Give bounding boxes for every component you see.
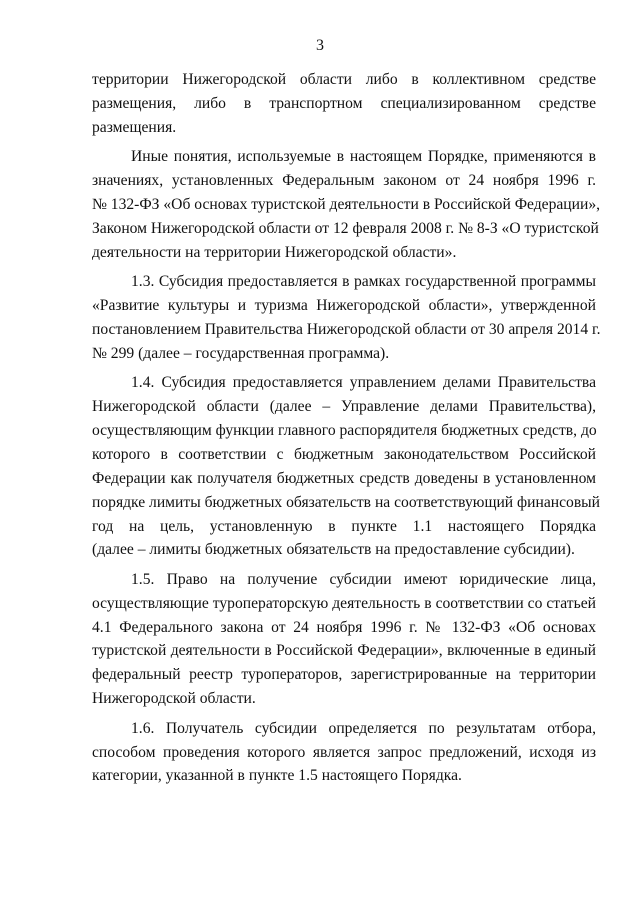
text-line: 1.5. Право на получение субсидии имеют юридические лица, bbox=[131, 570, 596, 588]
text-line: (далее – лимиты бюджетных обязательств на предоставление субсидии). bbox=[92, 541, 575, 559]
text-line: категории, указанной в пункте 1.5 настоящего Порядка. bbox=[92, 767, 462, 785]
text-line: Законом Нижегородской области от 12 февраля 2008 г. № 8-З «О туристской bbox=[92, 219, 599, 237]
text-line: значениях, установленных Федеральным законом от 24 ноября 1996 г. bbox=[92, 172, 596, 190]
text-line: территории Нижегородской области либо в коллективном средстве bbox=[92, 71, 596, 88]
text-line: № 299 (далее – государственная программа). bbox=[92, 344, 390, 362]
text-line: размещения. bbox=[92, 118, 177, 136]
text-line: туристской деятельности в Российской Федерации», включенные в единый bbox=[92, 642, 596, 660]
paragraph bbox=[92, 270, 601, 366]
text-line: Нижегородской области (далее – Управление делами Правительства), bbox=[92, 398, 596, 416]
text-line: порядке лимиты бюджетных обязательств на соответствующий финансовый bbox=[92, 493, 601, 511]
text-line: 4.1 Федерального закона от 24 ноября 1996 г. № 132-ФЗ «Об основах bbox=[92, 618, 596, 636]
text-line: осуществляющие туроператорскую деятельность в соответствии со статьей bbox=[92, 594, 596, 612]
text-line: деятельности на территории Нижегородской области». bbox=[92, 243, 457, 261]
text-line: Нижегородской области. bbox=[92, 690, 256, 708]
text-line: Иные понятия, используемые в настоящем Порядке, применяются в bbox=[131, 148, 596, 166]
paragraph bbox=[92, 68, 596, 140]
text-line: № 132-ФЗ «Об основах туристской деятельности в Российской Федерации», bbox=[92, 195, 601, 213]
text-line: осуществляющим функции главного распорядителя бюджетных средств, до bbox=[92, 421, 597, 439]
paragraph bbox=[92, 568, 596, 711]
text-line: 1.4. Субсидия предоставляется управлением делами Правительства bbox=[131, 374, 596, 392]
paragraph bbox=[92, 371, 601, 562]
text-line: Федерации как получателя бюджетных средств доведены в установленном bbox=[92, 469, 596, 487]
text-line: которого в соответствии с бюджетным законодательством Российской bbox=[92, 445, 596, 463]
paragraph bbox=[92, 717, 596, 789]
text-line: размещения, либо в транспортном специализированном средстве bbox=[92, 94, 596, 112]
paragraph bbox=[92, 145, 601, 264]
page-number: 3 bbox=[316, 37, 324, 54]
text-line: 1.6. Получатель субсидии определяется по результатам отбора, bbox=[131, 719, 596, 737]
document-body bbox=[92, 68, 601, 788]
text-line: «Развитие культуры и туризма Нижегородской области», утвержденной bbox=[92, 297, 596, 315]
text-line: год на цель, установленную в пункте 1.1 настоящего Порядка bbox=[92, 517, 596, 535]
text-line: федеральный реестр туроператоров, зарегистрированные на территории bbox=[92, 666, 596, 684]
text-line: способом проведения которого является запрос предложений, исходя из bbox=[92, 743, 596, 761]
text-line: постановлением Правительства Нижегородской области от 30 апреля 2014 г. bbox=[92, 320, 601, 338]
text-line: 1.3. Субсидия предоставляется в рамках государственной программы bbox=[131, 273, 596, 291]
